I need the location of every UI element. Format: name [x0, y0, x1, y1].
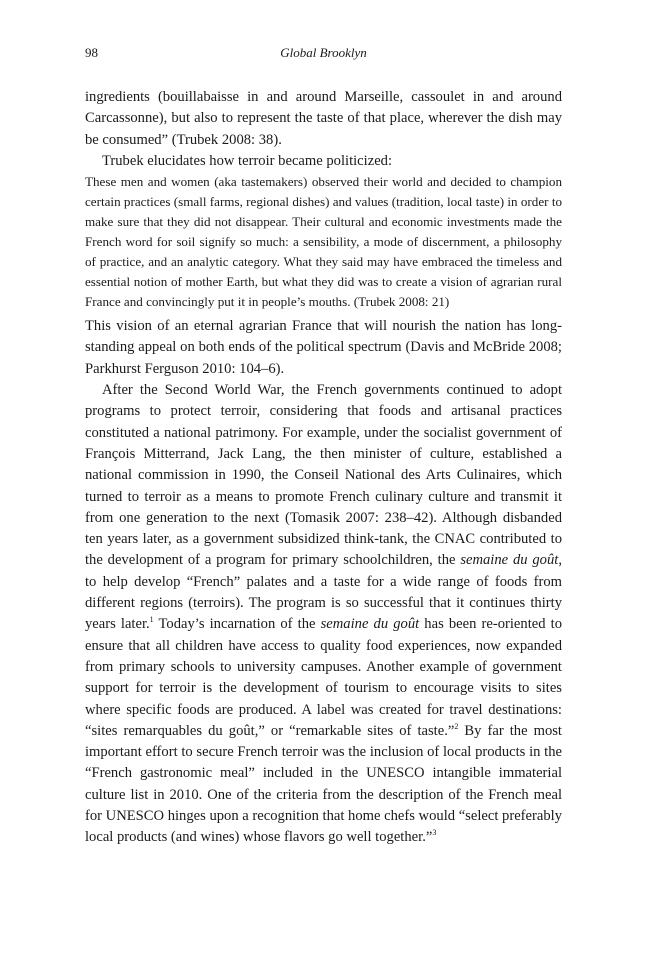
italic-term: semaine du goût [460, 552, 559, 569]
text-run: , to help develop “French” palates and a taste for a wide range of foods from different regions (terroirs). The program is so successful that it continues thirty years later. [85, 552, 562, 633]
body-text [85, 87, 562, 849]
footnote-marker[interactable]: 1 [149, 615, 154, 625]
footnote-marker[interactable]: 3 [432, 828, 437, 838]
text-run: Today’s incarnation of the [153, 616, 321, 633]
block-quote: These men and women (aka tastemakers) observed their world and decided to champion certain practices (small farms, regional dishes) and values (tradition, local taste) in order to make sure that they did not disappear. Their cultural and economic investments made the French word for soil signify so much: a sensibility, a mode of discernment, a philosophy of practice, and an analytic category. What they said may have embraced the timeless and essential notion of mother Earth, but what they did was to create a vision of agrarian rural France and convincingly put it in people’s mouths. (Trubek 2008: 21) [85, 174, 562, 310]
paragraph-agrarian-vision: This vision of an eternal agrarian France that will nourish the nation has long-standing appeal on both ends of the political spectrum (Davis and McBride 2008; Parkhurst Ferguson 2010: 104–6). [85, 318, 562, 377]
paragraph-postwar-programs [85, 380, 562, 849]
running-title: Global Brooklyn [280, 45, 367, 60]
page-number: 98 [85, 45, 98, 60]
footnote-marker[interactable]: 2 [454, 721, 459, 731]
text-run: After the Second World War, the French governments continued to adopt programs to protect terroir, considering that foods and artisanal practices constituted a national patrimony. For example, under the socialist government of François Mitterrand, Jack Lang, the then minister of culture, established a national commission in 1990, the Conseil National des Arts Culinaires, which turned to terroir as a means to promote French culinary culture and transmit it from one generation to the next (Tomasik 2007: 238–42). Although disbanded ten years later, as a government subsidized think-tank, the CNAC contributed to the development of a program for primary schoolchildren, the [85, 382, 562, 569]
text-run: By far the most important effort to secure French terroir was the inclusion of local products in the “French gastronomic meal” included in the UNESCO intangible immaterial culture list in 2010. One of the criteria from the description of the French meal for UNESCO hinges upon a recognition that home chefs would “select preferably local products (and wines) whose flavors go well together.” [85, 722, 562, 846]
book-page [85, 42, 562, 849]
paragraph-intro-quote: Trubek elucidates how terroir became politicized: [102, 152, 393, 169]
paragraph-continuation: ingredients (bouillabaisse in and around Marseille, cassoulet in and around Carcassonne), but also to represent the taste of that place, wherever the dish may be consumed” (Trubek 2008: 38). [85, 89, 562, 148]
text-run: has been re-oriented to ensure that all children have access to quality food experiences, now expanded from primary schools to university campuses. Another example of government support for terroir is the development of tourism to encourage visits to sites where specific foods are produced. A label was created for travel destinations: “sites remarquables du goût,” or “remarkable sites of taste.” [85, 616, 562, 739]
italic-term: semaine du goût [320, 616, 420, 633]
running-head [85, 42, 562, 64]
